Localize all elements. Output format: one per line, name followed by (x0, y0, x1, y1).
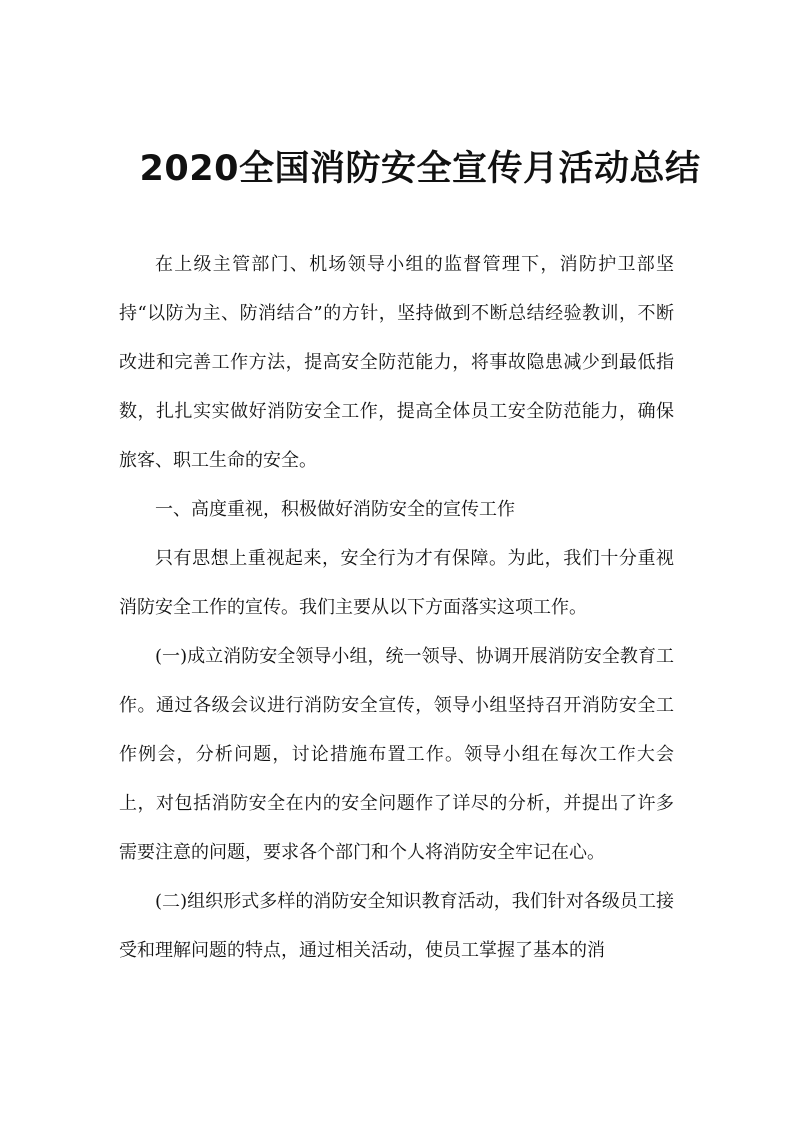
paragraph: (二)组织形式多样的消防安全知识教育活动，我们针对各级员工接受和理解问题的特点，通过相关活动，使员工掌握了基本的消 (119, 891, 674, 961)
paragraph-intro: 在上级主管部门、机场领导小组的监督管理下，消防护卫部坚持“以防为主、防消结合”的方针，坚持做到不断总结经验教训，不断改进和完善工作方法，提高安全防范能力，将事故隐患减少到最低指数，扎扎实实做好消防安全工作，提高全体员工安全防范能力，确保旅客、职工生命的安全。 (119, 254, 674, 471)
section-heading: 一、高度重视，积极做好消防安全的宣传工作 (155, 499, 515, 520)
document-body (119, 240, 674, 975)
paragraph: 只有思想上重视起来，安全行为才有保障。为此，我们十分重视消防安全工作的宣传。我们主要从以下方面落实这项工作。 (119, 548, 674, 618)
paragraph: (一)成立消防安全领导小组，统一领导、协调开展消防安全教育工作。通过各级会议进行消防安全宣传，领导小组坚持召开消防安全工作例会，分析问题，讨论措施布置工作。领导小组在每次工作大会上，对包括消防安全在内的安全问题作了详尽的分析，并提出了许多需要注意的问题，要求各个部门和个人将消防安全牢记在心。 (119, 646, 674, 863)
document-title: 2020全国消防安全宣传月活动总结 (139, 149, 701, 189)
